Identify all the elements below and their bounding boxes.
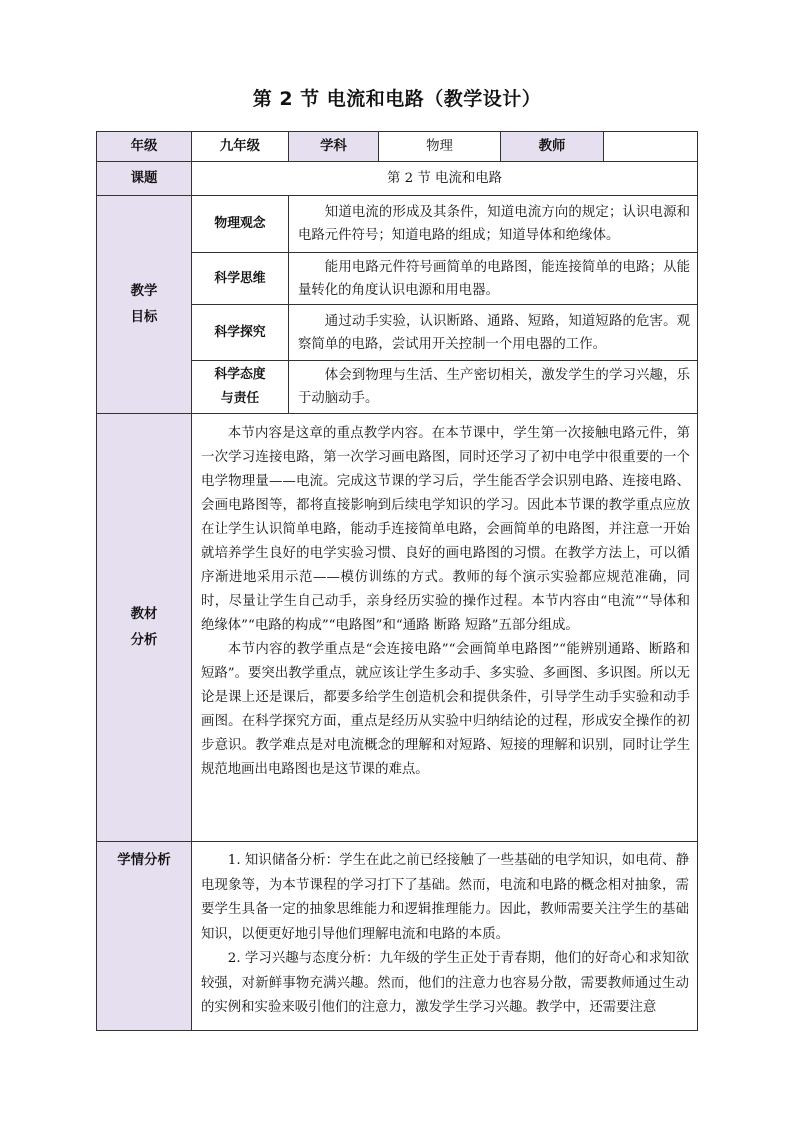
lesson-plan-table [96, 131, 698, 1031]
page-title: 第 2 节 电流和电路（教学设计） [252, 88, 542, 110]
teacher-value [604, 132, 698, 162]
topic-row [97, 162, 698, 196]
objective-name: 科学探究 [192, 305, 289, 361]
objectives-label: 教学目标 [97, 196, 192, 414]
objective-text: 能用电路元件符号画简单的电路图，能连接简单的电路；从能量转化的角度认识电源和用电器。 [289, 253, 698, 305]
objective-text: 体会到物理与生活、生产密切相关，激发学生的学习兴趣，乐于动脑动手。 [289, 361, 698, 414]
topic-value: 第 2 节 电流和电路 [192, 162, 698, 196]
objective-name: 科学思维 [192, 253, 289, 305]
objective-name: 物理观念 [192, 196, 289, 253]
learners-text: 1. 知识储备分析：学生在此之前已经接触了一些基础的电学知识，如电荷、静电现象等，为本节课程的学习打下了基础。然而，电流和电路的概念相对抽象，需要学生具备一定的抽象思维能力和逻辑推理能力。因此，教师需要关注学生的基础知识，以便更好地引导他们理解电流和电路的本质。 2. 学习兴趣与态度分析：九年级的学生正处于青春期，他们的好奇心和求知欲较强，对新鲜事物充满兴趣。然而，他们的注意力也容易分散，需要教师通过生动的实例和实验来吸引他们的注意力，激发学生学习兴趣。教学中，还需要注意 [192, 842, 698, 1031]
subject-label: 学科 [289, 132, 379, 162]
material-text: 本节内容是这章的重点教学内容。在本节课中，学生第一次接触电路元件，第一次学习连接电路，第一次学习画电路图，同时还学习了初中电学中很重要的一个电学物理量——电流。完成这节课的学习后，学生能否学会识别电路、连接电路、会画电路图等，都将直接影响到后续电学知识的学习。因此本节课的教学重点应放在让学生认识简单电路，能动手连接简单电路，会画简单的电路图，并注意一开始就培养学生良好的电学实验习惯、良好的画电路图的习惯。在教学方法上，可以循序渐进地采用示范——模仿训练的方式。教师的每个演示实验都应规范准确，同时，尽量让学生自己动手，亲身经历实验的操作过程。本节内容由“电流”“导体和绝缘体”“电路的构成”“电路图”和“通路 断路 短路”五部分组成。 本节内容的教学重点是“会连接电路”“会画简单电路图”“能辨别通路、断路和短路”。要突出教学重点，就应该让学生多动手、多实验、多画图、多识图。所以无论是课上还是课后，都要多给学生创造机会和提供条件，引导学生动手实验和动手画图。在科学探究方面，重点是经历从实验中归纳结论的过程，形成安全操作的初步意识。教学难点是对电流概念的理解和对短路、短接的理解和识别，同时让学生规范地画出电路图也是这节课的难点。 [192, 414, 698, 842]
topic-label: 课题 [97, 162, 192, 196]
objective-name: 科学态度与责任 [192, 361, 289, 414]
material-label: 教材分析 [97, 414, 192, 842]
material-row [97, 414, 698, 842]
teacher-label: 教师 [501, 132, 604, 162]
objective-text: 通过动手实验，认识断路、通路、短路，知道短路的危害。观察简单的电路，尝试用开关控制一个用电器的工作。 [289, 305, 698, 361]
subject-value: 物理 [379, 132, 501, 162]
grade-label: 年级 [97, 132, 192, 162]
learners-label: 学情分析 [97, 842, 192, 1031]
learners-row [97, 842, 698, 1031]
objective-row [97, 196, 698, 253]
info-row [97, 132, 698, 162]
grade-value: 九年级 [192, 132, 289, 162]
objective-text: 知道电流的形成及其条件，知道电流方向的规定；认识电源和电路元件符号；知道电路的组成；知道导体和绝缘体。 [289, 196, 698, 253]
